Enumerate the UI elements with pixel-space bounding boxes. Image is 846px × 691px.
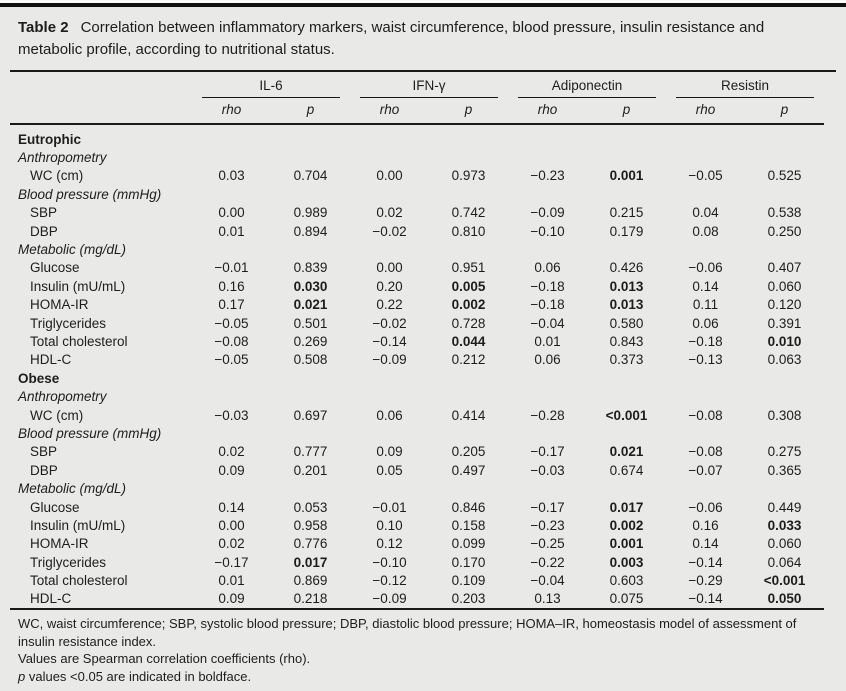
p-value: 0.365 [767,462,802,478]
group-header-adiponectin [508,72,666,98]
section-row [10,369,824,387]
table-row [10,590,824,609]
table-row [10,535,824,553]
rho-value: −0.17 [530,499,565,515]
rho-value: −0.08 [688,444,723,460]
p-value: 0.005 [451,278,486,294]
footnote-abbreviations: WC, waist circumference; SBP, systolic blood pressure; DBP, diastolic blood pressure; HOMA–IR, homeostasis model of assessment of insulin resistance index. [18,616,797,649]
group-label-ifn-gamma: IFN-γ [360,78,498,98]
p-value: 0.218 [293,591,328,607]
rho-value: −0.22 [530,554,565,570]
rho-value: −0.12 [372,573,407,589]
table-row [10,516,824,534]
rho-value: −0.04 [530,315,565,331]
rho-value: 0.06 [534,352,561,368]
p-value: 0.010 [767,333,802,349]
table-row [10,259,824,277]
rho-value: −0.14 [688,591,723,607]
rho-value: 0.08 [692,223,719,239]
p-value: 0.003 [609,554,644,570]
rho-value: 0.16 [692,517,719,533]
rho-value: −0.10 [530,223,565,239]
group-header-row [10,72,824,98]
rho-value: 0.00 [218,205,245,221]
rho-value: −0.05 [688,168,723,184]
subheader-rho: rho [350,98,429,124]
p-value: 0.060 [767,278,802,294]
p-value: 0.603 [609,573,644,589]
row-label: SBP [30,444,58,460]
p-value: 0.501 [293,315,328,331]
subheader-rho: rho [192,98,271,124]
row-label: HDL-C [30,352,72,368]
rho-value: 0.14 [692,536,719,552]
rho-value: −0.23 [530,168,565,184]
p-value: 0.414 [451,407,486,423]
table-row [10,222,824,240]
table-row [10,571,824,589]
section-label: Obese [18,370,60,386]
p-value: 0.704 [293,168,328,184]
group-label-il6: IL-6 [202,78,340,98]
table-row [10,204,824,222]
p-value: 0.391 [767,315,802,331]
footnotes [10,610,836,685]
empty-corner [10,72,192,98]
table-row [10,332,824,350]
footnote-p-symbol: p [18,668,26,684]
rho-value: −0.29 [688,573,723,589]
group-header-ifn-gamma [350,72,508,98]
rho-value: −0.02 [372,315,407,331]
p-value: 0.742 [451,205,486,221]
row-label: DBP [30,223,58,239]
rho-value: 0.01 [218,223,245,239]
subheader-p: p [587,98,666,124]
rho-value: 0.14 [218,499,245,515]
rho-value: 0.00 [376,168,403,184]
footnote-p-text: values <0.05 are indicated in boldface. [25,668,252,684]
rho-value: −0.18 [530,278,565,294]
table-row [10,443,824,461]
p-value: 0.158 [451,517,486,533]
p-value: 0.001 [609,536,644,552]
p-value: 0.215 [609,205,644,221]
rho-value: −0.14 [688,554,723,570]
subsection-row [10,479,824,497]
p-value: 0.497 [451,462,486,478]
subsection-row [10,240,824,258]
p-value: 0.250 [767,223,802,239]
p-value: 0.846 [451,499,486,515]
p-value: <0.001 [763,573,806,589]
table-row [10,277,824,295]
rho-value: −0.25 [530,536,565,552]
rho-value: 0.00 [218,517,245,533]
subsection-label: Metabolic (mg/dL) [18,481,127,497]
rho-value: 0.11 [692,297,719,313]
p-value: 0.013 [609,297,644,313]
table-row [10,351,824,369]
empty-corner [10,98,192,124]
row-label: Glucose [30,499,80,515]
p-value: 0.973 [451,168,486,184]
rho-value: −0.01 [372,499,407,515]
group-header-resistin [666,72,824,98]
p-value: 0.407 [767,260,802,276]
subsection-label: Blood pressure (mmHg) [18,186,162,202]
correlation-table [10,72,824,610]
rho-value: 0.09 [218,591,245,607]
rho-value: −0.04 [530,573,565,589]
row-label: HOMA-IR [30,536,89,552]
rho-value: −0.09 [530,205,565,221]
p-value: 0.525 [767,168,802,184]
p-value: 0.989 [293,205,328,221]
p-value: 0.017 [293,554,328,570]
p-value: 0.869 [293,573,328,589]
subsection-label: Metabolic (mg/dL) [18,242,127,258]
rho-value: −0.06 [688,499,723,515]
p-value: 0.203 [451,591,486,607]
row-label: Total cholesterol [30,573,128,589]
rho-value: −0.03 [530,462,565,478]
row-label: Triglycerides [30,315,107,331]
table-label: Table 2 [18,19,69,36]
row-label: DBP [30,462,58,478]
rho-value: −0.23 [530,517,565,533]
p-value: 0.099 [451,536,486,552]
rho-value: −0.09 [372,352,407,368]
table-header [10,72,824,124]
rho-value: 0.02 [218,444,245,460]
subsection-row [10,185,824,203]
table-row [10,553,824,571]
p-value: 0.449 [767,499,802,515]
footnote-pvalues [18,668,828,686]
rho-value: −0.01 [214,260,249,276]
rho-value: 0.16 [218,278,245,294]
rho-value: 0.01 [534,333,561,349]
row-label: Insulin (mU/mL) [30,517,126,533]
p-value: 0.894 [293,223,328,239]
subheader-p: p [745,98,824,124]
rho-value: −0.07 [688,462,723,478]
p-value: 0.275 [767,444,802,460]
table-panel [0,3,846,691]
p-value: 0.308 [767,407,802,423]
rho-value: −0.28 [530,407,565,423]
subheader-row [10,98,824,124]
table-row [10,498,824,516]
rho-value: 0.22 [376,297,403,313]
p-value: 0.002 [609,517,644,533]
rho-value: 0.09 [218,462,245,478]
p-value: 0.064 [767,554,802,570]
p-value: 0.001 [609,168,644,184]
p-value: 0.951 [451,260,486,276]
row-label: Insulin (mU/mL) [30,278,126,294]
group-label-resistin: Resistin [676,78,814,98]
rho-value: −0.09 [372,591,407,607]
p-value: 0.958 [293,517,328,533]
p-value: 0.839 [293,260,328,276]
row-label: HDL-C [30,591,72,607]
p-value: 0.776 [293,536,328,552]
rho-value: −0.13 [688,352,723,368]
table-row [10,296,824,314]
p-value: 0.179 [609,223,644,239]
row-label: HOMA-IR [30,297,89,313]
subheader-rho: rho [666,98,745,124]
p-value: 0.508 [293,352,328,368]
p-value: 0.810 [451,223,486,239]
p-value: 0.777 [293,444,328,460]
rho-value: 0.20 [376,278,403,294]
rho-value: 0.13 [534,591,561,607]
rho-value: −0.05 [214,352,249,368]
subheader-rho: rho [508,98,587,124]
rho-value: 0.05 [376,462,403,478]
rho-value: 0.06 [692,315,719,331]
table-row [10,167,824,185]
p-value: <0.001 [605,407,648,423]
subheader-p: p [271,98,350,124]
rho-value: −0.18 [530,297,565,313]
row-label: Total cholesterol [30,333,128,349]
row-label: WC (cm) [30,168,84,184]
rho-value: 0.02 [218,536,245,552]
rho-value: −0.06 [688,260,723,276]
p-value: 0.373 [609,352,644,368]
p-value: 0.044 [451,333,486,349]
rho-value: 0.12 [376,536,403,552]
p-value: 0.843 [609,333,644,349]
table-row [10,406,824,424]
p-value: 0.728 [451,315,486,331]
p-value: 0.021 [293,297,328,313]
p-value: 0.021 [609,444,644,460]
group-label-adiponectin: Adiponectin [518,78,656,98]
subsection-label: Anthropometry [18,150,107,166]
rho-value: −0.03 [214,407,249,423]
rho-value: −0.10 [372,554,407,570]
rho-value: −0.08 [688,407,723,423]
rho-value: −0.05 [214,315,249,331]
rho-value: −0.02 [372,223,407,239]
p-value: 0.060 [767,536,802,552]
p-value: 0.697 [293,407,328,423]
rho-value: 0.00 [376,260,403,276]
p-value: 0.109 [451,573,486,589]
table-caption-text: Correlation between inflammatory markers, waist circumference, blood pressure, insulin resistance and metabolic profile, according to nutritional status. [18,19,765,58]
rho-value: 0.03 [218,168,245,184]
p-value: 0.120 [767,297,802,313]
p-value: 0.050 [767,591,802,607]
p-value: 0.170 [451,554,486,570]
p-value: 0.538 [767,205,802,221]
table-row [10,314,824,332]
row-label: WC (cm) [30,407,84,423]
p-value: 0.426 [609,260,644,276]
rho-value: 0.06 [534,260,561,276]
p-value: 0.002 [451,297,486,313]
rho-value: 0.17 [218,297,245,313]
subsection-label: Anthropometry [18,389,107,405]
p-value: 0.269 [293,333,328,349]
p-value: 0.030 [293,278,328,294]
rho-value: 0.02 [376,205,403,221]
group-header-il6 [192,72,350,98]
p-value: 0.212 [451,352,486,368]
p-value: 0.017 [609,499,644,515]
p-value: 0.580 [609,315,644,331]
subsection-row [10,424,824,442]
section-label: Eutrophic [18,131,81,147]
subsection-row [10,148,824,166]
table-row [10,461,824,479]
p-value: 0.013 [609,278,644,294]
rho-value: 0.10 [376,517,403,533]
p-value: 0.053 [293,499,328,515]
rho-value: 0.09 [376,444,403,460]
table-body [10,124,824,609]
p-value: 0.063 [767,352,802,368]
p-value: 0.205 [451,444,486,460]
rho-value: −0.08 [214,333,249,349]
p-value: 0.674 [609,462,644,478]
rho-value: −0.17 [530,444,565,460]
rho-value: 0.04 [692,205,719,221]
rho-value: 0.01 [218,573,245,589]
subsection-row [10,387,824,405]
subsection-label: Blood pressure (mmHg) [18,425,162,441]
rho-value: −0.14 [372,333,407,349]
rho-value: 0.06 [376,407,403,423]
subheader-p: p [429,98,508,124]
footnote-values: Values are Spearman correlation coefficients (rho). [18,651,311,667]
rho-value: −0.18 [688,333,723,349]
row-label: Glucose [30,260,80,276]
p-value: 0.201 [293,462,328,478]
row-label: SBP [30,205,58,221]
table-caption [10,7,836,72]
row-label: Triglycerides [30,554,107,570]
p-value: 0.075 [609,591,644,607]
p-value: 0.033 [767,517,802,533]
rho-value: −0.17 [214,554,249,570]
rho-value: 0.14 [692,278,719,294]
section-row [10,124,824,148]
